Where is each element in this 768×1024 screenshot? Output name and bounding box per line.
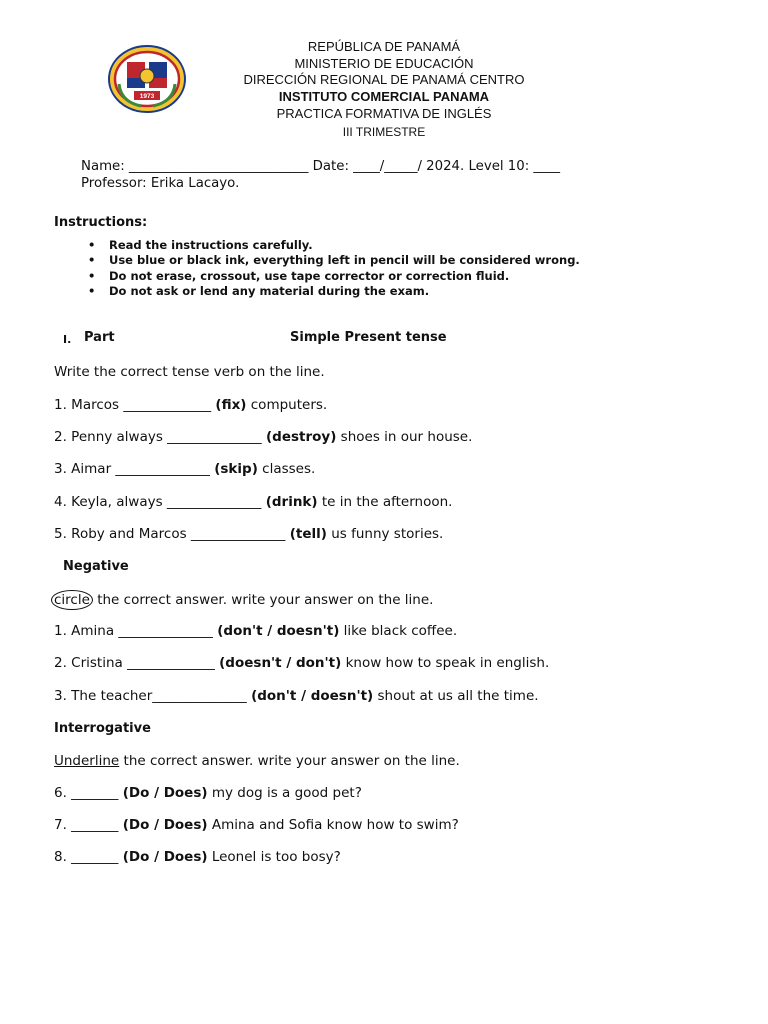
header-regional: DIRECCIÓN REGIONAL DE PANAMÁ CENTRO xyxy=(243,72,525,87)
seal-year: 1973 xyxy=(139,93,155,100)
header-practice: PRACTICA FORMATIVA DE INGLÉS xyxy=(276,106,492,121)
professor-line: Professor: Erika Lacayo. xyxy=(81,176,240,191)
exercise-item-3: 3. Aimar ______________ (skip) classes. xyxy=(54,461,316,477)
instruction-item: • Read the instructions carefully. xyxy=(88,238,580,253)
instruction-item: • Use blue or black ink, everything left in pencil will be considered wrong. xyxy=(88,253,580,268)
header-institute: INSTITUTO COMERCIAL PANAMA xyxy=(278,89,490,104)
header-ministry: MINISTERIO DE EDUCACIÓN xyxy=(294,56,474,71)
interrogative-title: Interrogative xyxy=(54,721,151,736)
negative-item-1: 1. Amina ______________ (don't / doesn't) like black coffee. xyxy=(54,623,458,639)
instruction-item: • Do not ask or lend any material during the exam. xyxy=(88,284,580,299)
exercise-item-5: 5. Roby and Marcos ______________ (tell) us funny stories. xyxy=(54,526,444,542)
circle-word: circle xyxy=(51,590,93,610)
instructions-title: Instructions: xyxy=(54,215,148,230)
negative-item-2: 2. Cristina _____________ (doesn't / don't) know how to speak in english. xyxy=(54,655,550,671)
interrogative-item-6: 6. _______ (Do / Does) my dog is a good pet? xyxy=(54,785,362,801)
part-numeral: I. xyxy=(63,333,72,346)
exercise-item-2: 2. Penny always ______________ (destroy) shoes in our house. xyxy=(54,429,473,445)
exercise-item-1: 1. Marcos _____________ (fix) computers. xyxy=(54,397,328,413)
part-label: Part xyxy=(84,330,115,345)
underline-word: Underline xyxy=(54,753,120,769)
header-trimester: III TRIMESTRE xyxy=(342,125,426,139)
negative-title: Negative xyxy=(63,559,129,574)
interrogative-directions: Underline the correct answer. write your answer on the line. xyxy=(54,753,460,769)
name-date-level-line: Name: ___________________________ Date: ____/_____/ 2024. Level 10: ____ xyxy=(81,159,561,174)
part-title: Simple Present tense xyxy=(290,330,447,345)
interrogative-item-7: 7. _______ (Do / Does) Amina and Sofia know how to swim? xyxy=(54,817,459,833)
instructions-list xyxy=(88,238,580,299)
interrogative-item-8: 8. _______ (Do / Does) Leonel is too bosy? xyxy=(54,849,341,865)
header-republic: REPÚBLICA DE PANAMÁ xyxy=(307,39,461,54)
negative-item-3: 3. The teacher______________ (don't / doesn't) shout at us all the time. xyxy=(54,688,539,704)
part1-directions: Write the correct tense verb on the line. xyxy=(54,364,325,380)
instruction-item: • Do not erase, crossout, use tape corrector or correction fluid. xyxy=(88,269,580,284)
exercise-item-4: 4. Keyla, always ______________ (drink) te in the afternoon. xyxy=(54,494,453,510)
negative-directions: circle the correct answer. write your answer on the line. xyxy=(54,590,433,610)
